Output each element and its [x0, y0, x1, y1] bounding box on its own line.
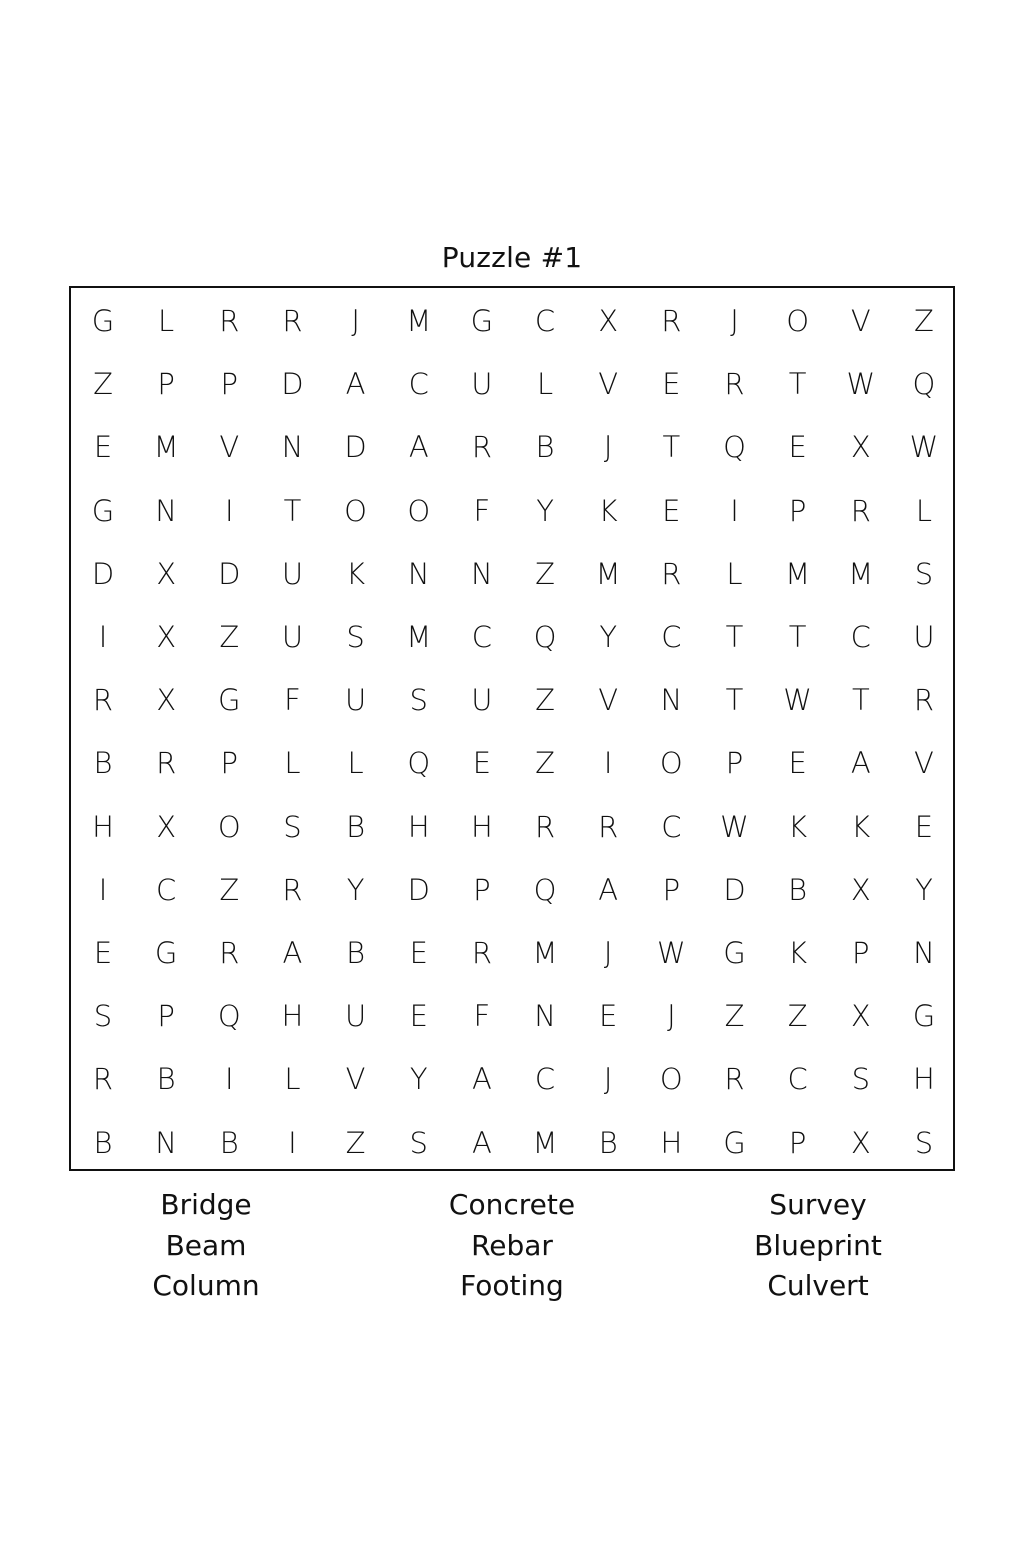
grid-cell[interactable]: U [913, 620, 935, 654]
grid-cell[interactable]: C [787, 1062, 808, 1097]
grid-cell[interactable]: E [788, 430, 807, 465]
grid-cell[interactable]: I [225, 493, 234, 528]
grid-cell[interactable]: U [281, 620, 304, 654]
grid-cell[interactable]: L [915, 493, 933, 528]
word-item: Rebar [471, 1228, 553, 1262]
word-item: Footing [460, 1269, 564, 1302]
grid-cell[interactable]: L [347, 746, 364, 781]
grid-cell[interactable]: L [284, 746, 301, 781]
grid-cell[interactable]: P [725, 746, 744, 781]
grid-cell[interactable]: Q [217, 999, 241, 1034]
grid-cell[interactable]: J [667, 999, 676, 1034]
grid-cell[interactable]: D [281, 367, 304, 402]
grid-cell[interactable]: H [281, 999, 304, 1034]
grid-cell[interactable]: X [850, 1125, 871, 1160]
grid-cell[interactable]: M [595, 556, 621, 591]
grid-cell[interactable]: X [598, 304, 619, 338]
grid-cell[interactable]: Y [599, 620, 618, 654]
word-item: Culvert [767, 1269, 869, 1302]
grid-cell[interactable]: C [156, 872, 177, 907]
grid-cell[interactable]: W [846, 367, 876, 402]
grid-cell[interactable]: S [914, 556, 934, 591]
grid-cell[interactable]: P [157, 367, 175, 402]
word-list-column-2 [362, 1185, 662, 1307]
grid-cell[interactable]: C [850, 620, 871, 654]
grid-cell[interactable]: M [153, 430, 179, 465]
puzzle-title: Puzzle #1 [441, 241, 583, 274]
grid-cell[interactable]: X [850, 430, 871, 465]
grid-cell[interactable]: N [155, 493, 177, 528]
word-item: Survey [769, 1188, 867, 1221]
word-list-column-3 [668, 1185, 968, 1307]
grid-cell[interactable]: T [788, 367, 807, 402]
grid-cell[interactable]: L [536, 367, 554, 402]
grid-cell[interactable]: P [220, 746, 239, 781]
grid-cell[interactable]: S [409, 683, 428, 718]
grid-cell[interactable]: J [603, 936, 613, 970]
grid-cell[interactable]: S [409, 1125, 428, 1160]
grid-cell[interactable]: R [156, 746, 177, 781]
grid-cell[interactable]: R [92, 1062, 114, 1097]
grid-cell[interactable]: B [598, 1125, 618, 1160]
grid-cell[interactable]: R [92, 683, 114, 718]
grid-cell[interactable]: U [281, 556, 304, 591]
grid-cell[interactable]: H [407, 809, 430, 844]
grid-cell[interactable]: Q [407, 746, 431, 781]
grid-cell[interactable]: M [532, 1125, 558, 1160]
grid-cell[interactable]: P [662, 872, 681, 907]
grid-cell[interactable]: Z [787, 999, 808, 1034]
grid-cell[interactable]: L [158, 304, 175, 338]
grid-cell[interactable]: B [93, 746, 113, 781]
grid-cell[interactable]: A [345, 367, 366, 402]
grid-cell[interactable]: C [661, 620, 682, 654]
grid-cell[interactable]: E [472, 746, 492, 781]
grid-cell[interactable]: W [657, 936, 686, 970]
grid-cell[interactable]: I [225, 1062, 234, 1097]
grid-cell[interactable]: P [157, 999, 175, 1034]
grid-cell[interactable]: F [284, 683, 301, 718]
grid-cell[interactable]: H [913, 1062, 935, 1097]
grid-cell[interactable]: T [851, 683, 870, 718]
grid-cell[interactable]: A [408, 430, 429, 465]
grid-cell[interactable]: Z [219, 620, 240, 654]
grid-cell[interactable]: M [532, 936, 558, 970]
grid-cell[interactable]: C [471, 620, 493, 654]
grid-cell[interactable]: R [219, 304, 240, 338]
grid-cell[interactable]: Z [914, 304, 934, 338]
grid-cell[interactable]: I [98, 620, 108, 654]
grid-cell[interactable]: O [659, 746, 683, 781]
grid-cell[interactable]: S [346, 620, 365, 654]
grid-cell[interactable]: R [219, 936, 240, 970]
grid-cell[interactable]: X [156, 556, 177, 591]
grid-cell[interactable]: N [534, 999, 556, 1034]
grid-cell[interactable]: C [534, 304, 556, 338]
grid-cell[interactable]: W [909, 430, 939, 465]
grid-cell[interactable]: V [850, 304, 871, 338]
grid-cell[interactable]: E [788, 746, 807, 781]
grid-cell[interactable]: K [346, 556, 366, 591]
grid-cell[interactable]: B [346, 936, 366, 970]
grid-cell[interactable]: G [91, 493, 115, 528]
grid-cell[interactable]: L [726, 556, 743, 591]
word-item: Beam [165, 1228, 247, 1262]
grid-cell[interactable]: G [723, 936, 746, 970]
grid-cell[interactable]: G [470, 304, 494, 338]
grid-cell[interactable]: G [154, 936, 178, 970]
grid-cell[interactable]: N [471, 556, 493, 591]
word-item: Concrete [448, 1188, 576, 1221]
grid-cell[interactable]: Q [533, 872, 557, 907]
grid-cell[interactable]: Y [915, 872, 933, 907]
grid-cell[interactable]: Y [346, 872, 365, 907]
grid-cell[interactable]: R [661, 556, 682, 591]
grid-cell[interactable]: O [786, 304, 810, 338]
grid-cell[interactable]: B [156, 1062, 176, 1097]
grid-cell[interactable]: D [344, 430, 367, 465]
grid-cell[interactable]: R [282, 304, 303, 338]
grid-cell[interactable]: G [723, 1125, 746, 1160]
grid-cell[interactable]: I [730, 493, 739, 528]
grid-cell[interactable]: Z [93, 367, 113, 402]
grid-cell[interactable]: R [661, 304, 682, 338]
grid-cell[interactable]: L [284, 1062, 301, 1097]
grid-cell[interactable]: K [788, 936, 808, 970]
grid-cell[interactable]: V [219, 430, 240, 465]
grid-cell[interactable]: D [91, 556, 115, 591]
word-item: Column [152, 1269, 260, 1302]
grid-cell[interactable]: D [218, 556, 241, 591]
grid-cell[interactable]: R [850, 493, 871, 528]
grid-cell[interactable]: E [93, 936, 113, 970]
letter-grid [69, 286, 955, 1171]
grid-cell[interactable]: J [603, 1062, 613, 1097]
grid-cell[interactable]: R [534, 809, 556, 844]
grid-cell[interactable]: F [473, 493, 491, 528]
grid-cell[interactable]: Q [533, 620, 557, 654]
grid-cell[interactable]: R [471, 936, 492, 970]
grid-cell[interactable]: I [288, 1125, 297, 1160]
grid-cell[interactable]: I [98, 872, 108, 907]
grid-cell[interactable]: A [598, 872, 619, 907]
grid-cell[interactable]: U [344, 683, 367, 718]
grid-cell[interactable]: N [281, 430, 304, 465]
grid-cell[interactable]: G [218, 683, 241, 718]
grid-cell[interactable]: A [471, 1062, 492, 1097]
grid-cell[interactable]: Z [724, 999, 745, 1034]
grid-cell[interactable]: P [220, 367, 239, 402]
grid-cell[interactable]: D [407, 872, 430, 907]
grid-cell[interactable]: N [913, 936, 935, 970]
grid-cell[interactable]: T [662, 430, 681, 465]
grid-cell[interactable]: S [283, 809, 302, 844]
grid-cell[interactable]: Q [723, 430, 746, 465]
grid-cell[interactable]: B [219, 1125, 239, 1160]
grid-cell[interactable]: K [851, 809, 871, 844]
grid-cell[interactable]: C [408, 367, 429, 402]
grid-cell[interactable]: G [912, 999, 936, 1034]
grid-cell[interactable]: P [852, 936, 870, 970]
grid-cell[interactable]: Z [535, 683, 555, 718]
grid-cell[interactable]: H [660, 1125, 683, 1160]
grid-cell[interactable]: S [93, 999, 113, 1034]
grid-cell[interactable]: R [724, 1062, 745, 1097]
grid-cell[interactable]: A [850, 746, 871, 781]
grid-cell[interactable]: O [407, 493, 431, 528]
grid-cell[interactable]: U [471, 683, 493, 718]
grid-cell[interactable]: T [283, 493, 302, 528]
grid-cell[interactable]: O [217, 809, 241, 844]
grid-cell[interactable]: R [471, 430, 492, 465]
grid-cell[interactable]: C [534, 1062, 556, 1097]
word-item: Bridge [160, 1188, 252, 1221]
grid-cell[interactable]: W [720, 809, 749, 844]
grid-cell[interactable]: B [93, 1125, 113, 1160]
word-item: Blueprint [754, 1228, 882, 1262]
grid-cell[interactable]: Y [409, 1062, 428, 1097]
grid-cell[interactable]: G [91, 304, 115, 338]
grid-cell[interactable]: R [724, 367, 745, 402]
grid-cell[interactable]: E [93, 430, 113, 465]
grid-cell[interactable]: N [155, 1125, 177, 1160]
grid-cell[interactable]: M [406, 620, 432, 654]
grid-cell[interactable]: C [661, 809, 682, 844]
grid-cell[interactable]: P [473, 872, 491, 907]
grid-cell[interactable]: K [788, 809, 808, 844]
word-list-column-1 [56, 1185, 356, 1307]
grid-cell[interactable]: I [603, 746, 613, 781]
grid-cell[interactable]: P [788, 1125, 807, 1160]
grid-cell[interactable]: V [598, 683, 619, 718]
grid-cell[interactable]: O [344, 493, 367, 528]
grid-cell[interactable]: X [156, 809, 177, 844]
grid-cell[interactable]: F [473, 999, 491, 1034]
grid-cell[interactable]: T [788, 620, 807, 654]
grid-cell[interactable]: E [662, 367, 681, 402]
grid-cell[interactable]: R [282, 872, 303, 907]
grid-cell[interactable]: S [851, 1062, 870, 1097]
grid-cell[interactable]: O [659, 1062, 683, 1097]
grid-cell[interactable]: P [788, 493, 807, 528]
grid-cell[interactable]: H [470, 809, 493, 844]
grid-cell[interactable]: N [660, 683, 683, 718]
grid-cell[interactable]: M [848, 556, 874, 591]
grid-cell[interactable]: Q [912, 367, 936, 402]
grid-cell[interactable]: V [598, 367, 619, 402]
grid-cell[interactable]: E [599, 999, 618, 1034]
grid-cell[interactable]: R [913, 683, 935, 718]
grid-cell[interactable]: Z [219, 872, 240, 907]
grid-cell[interactable]: B [346, 809, 366, 844]
grid-cell[interactable]: B [788, 872, 808, 907]
grid-cell[interactable]: U [344, 999, 367, 1034]
grid-cell[interactable]: T [725, 620, 744, 654]
grid-cell[interactable]: A [282, 936, 303, 970]
grid-cell[interactable]: E [662, 493, 681, 528]
grid-cell[interactable]: V [345, 1062, 366, 1097]
grid-cell[interactable]: B [535, 430, 555, 465]
grid-cell[interactable]: X [850, 999, 871, 1034]
grid-cell[interactable]: U [471, 367, 493, 402]
grid-cell[interactable]: E [914, 809, 934, 844]
grid-cell[interactable]: X [850, 872, 871, 907]
grid-cell[interactable]: H [92, 809, 114, 844]
grid-cell[interactable]: J [351, 304, 360, 338]
grid-cell[interactable]: K [598, 493, 618, 528]
grid-cell[interactable]: N [407, 556, 430, 591]
grid-cell[interactable]: W [783, 683, 812, 718]
grid-cell[interactable]: J [603, 430, 613, 465]
grid-cell[interactable]: M [406, 304, 432, 338]
grid-cell[interactable]: E [409, 999, 428, 1034]
grid-cell[interactable]: Z [535, 556, 555, 591]
grid-cell[interactable]: T [725, 683, 744, 718]
grid-cell[interactable]: V [914, 746, 934, 781]
grid-cell[interactable]: X [156, 620, 177, 654]
grid-cell[interactable]: S [914, 1125, 934, 1160]
grid-cell[interactable]: E [409, 936, 428, 970]
grid-cell[interactable]: D [723, 872, 746, 907]
grid-cell[interactable]: Z [345, 1125, 366, 1160]
grid-cell[interactable]: R [598, 809, 619, 844]
grid-cell[interactable]: Z [535, 746, 555, 781]
grid-cell[interactable]: X [156, 683, 177, 718]
grid-cell[interactable]: Y [536, 493, 554, 528]
grid-cell[interactable]: A [471, 1125, 492, 1160]
grid-cell[interactable]: J [730, 304, 739, 338]
grid-cell[interactable]: M [785, 556, 811, 591]
